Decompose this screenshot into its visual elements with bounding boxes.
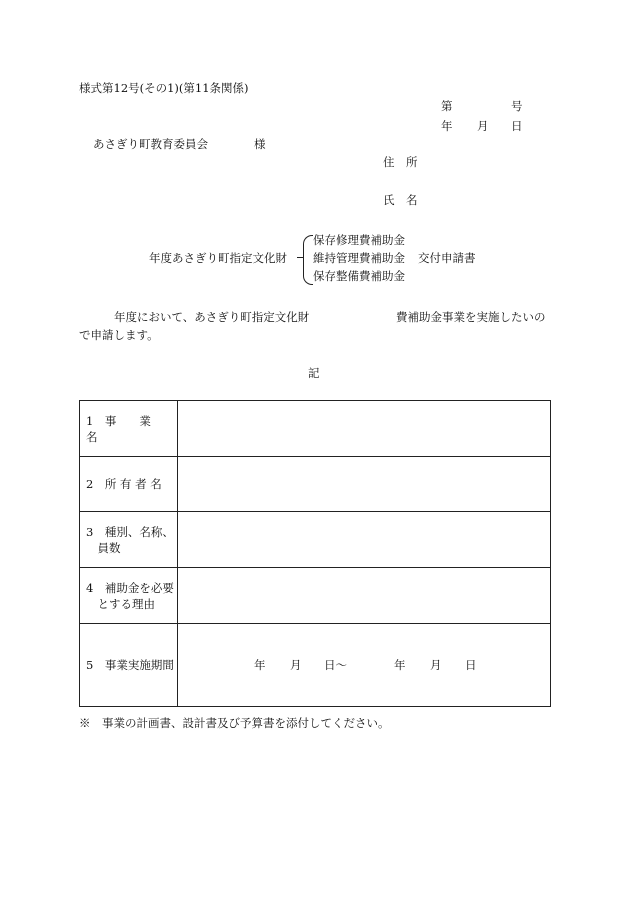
title-suffix: 交付申請書 <box>418 251 476 265</box>
label-text: 4 補助金を必要 <box>86 580 174 595</box>
title-option-2: 維持管理費補助金 <box>313 251 405 265</box>
title-brace <box>303 235 313 285</box>
table-row <box>80 401 551 457</box>
number-go: 号 <box>511 99 523 113</box>
date-year: 年 <box>441 119 453 133</box>
table-row <box>80 624 551 707</box>
period-start-month: 月 <box>290 658 302 672</box>
reason-field[interactable] <box>178 568 551 624</box>
address-label: 住 所 <box>383 155 418 169</box>
label-text-2: とする理由 <box>86 596 155 611</box>
period-end-year: 年 <box>394 658 406 672</box>
title-prefix: 年度あさぎり町指定文化財 <box>149 251 287 265</box>
addressee-honorific: 様 <box>254 137 266 151</box>
table-row <box>80 568 551 624</box>
period-end-month: 月 <box>430 658 442 672</box>
row-label-period <box>80 624 178 707</box>
date-day: 日 <box>511 119 523 133</box>
addressee-name: あさぎり町教育委員会 <box>93 137 208 151</box>
number-dai: 第 <box>441 99 453 113</box>
project-name-field[interactable] <box>178 401 551 457</box>
row-label-owner-name <box>80 457 178 512</box>
body-line1-a: 年度において、あさぎり町指定文化財 <box>114 310 310 324</box>
owner-name-field[interactable] <box>178 457 551 512</box>
label-text: 3 種別、名称、 <box>86 524 174 539</box>
title-option-1: 保存修理費補助金 <box>313 233 405 247</box>
row-label-type-name-count <box>80 512 178 568</box>
table-row <box>80 457 551 512</box>
attachment-note: ※ 事業の計画書、設計書及び予算書を添付してください。 <box>79 716 390 730</box>
row-label-project-name <box>80 401 178 457</box>
label-text: 1 事 業 名 <box>86 413 174 444</box>
date-month: 月 <box>477 119 489 133</box>
row-label-reason <box>80 568 178 624</box>
title-option-3: 保存整備費補助金 <box>313 269 405 283</box>
body-line1-b: 費補助金事業を実施したいの <box>396 310 546 324</box>
label-text-2: 員数 <box>86 540 121 555</box>
type-name-count-field[interactable] <box>178 512 551 568</box>
form-number: 様式第12号(その1)(第11条関係) <box>79 81 249 95</box>
period-start-year: 年 <box>254 658 266 672</box>
period-field[interactable] <box>178 624 551 707</box>
ki-heading: 記 <box>308 366 320 380</box>
table-row <box>80 512 551 568</box>
body-line2: で申請します。 <box>79 328 159 342</box>
label-text: 5 事業実施期間 <box>86 658 174 672</box>
name-label: 氏 名 <box>383 193 418 207</box>
period-end-day: 日 <box>465 658 477 672</box>
application-table <box>79 400 551 707</box>
period-start-day: 日～ <box>324 658 347 672</box>
label-text: 2 所 有 者 名 <box>86 477 162 491</box>
